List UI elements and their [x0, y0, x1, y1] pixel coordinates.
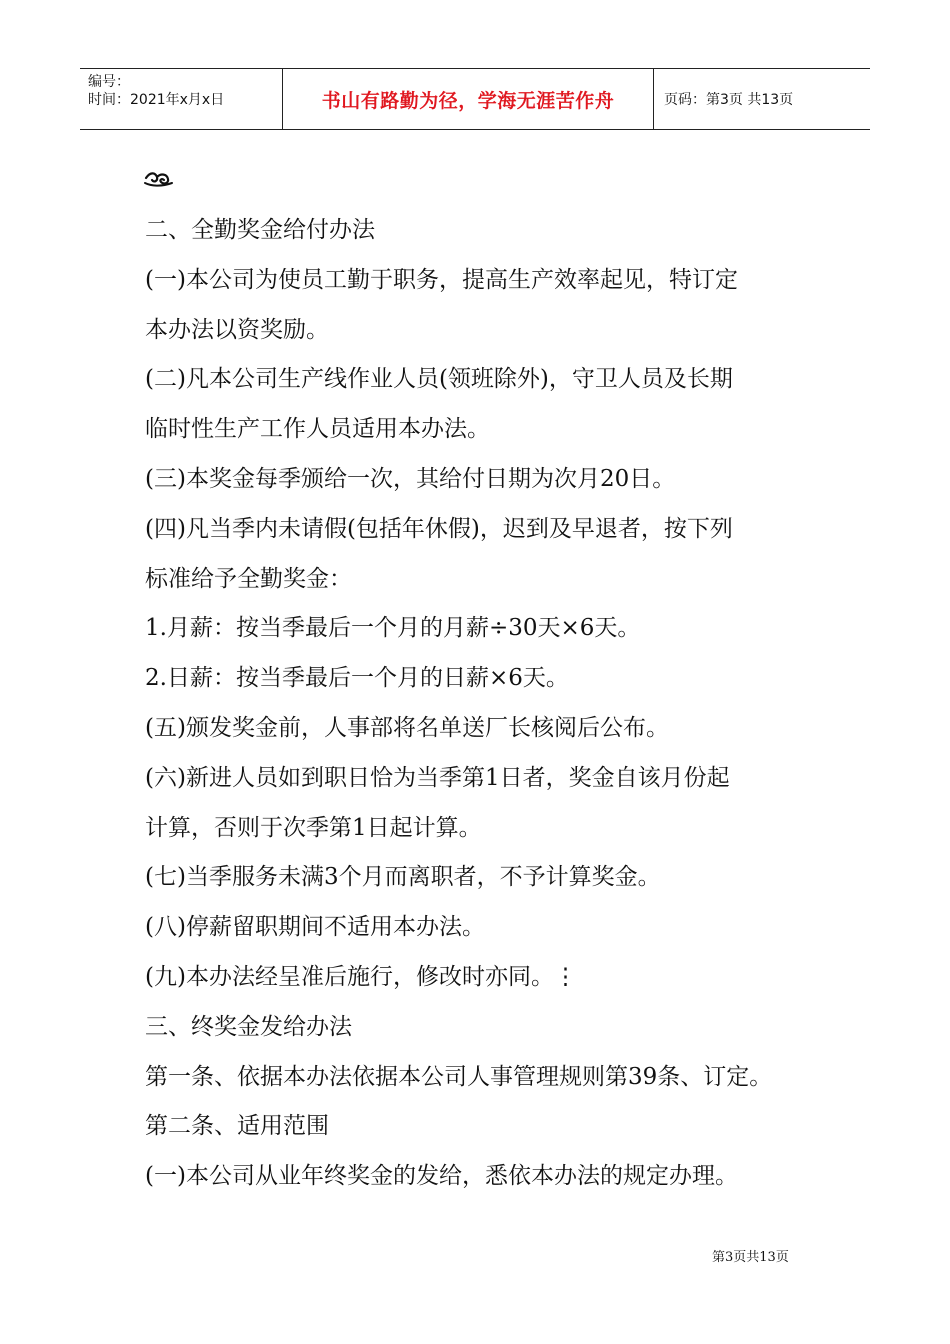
body-line: (九)本办法经呈准后施行，修改时亦同。⋮ [145, 963, 577, 990]
header-motto: 书山有路勤为径，学海无涯苦作舟 [321, 89, 615, 112]
body-line: 第二条、适用范围 [145, 1113, 329, 1140]
body-line: 计算，否则于次季第1日起计算。 [145, 814, 482, 841]
ornament-icon [143, 168, 175, 190]
section-heading: 三、终奖金发给办法 [145, 1013, 352, 1040]
document-date: 时间：2021年x月x日 [88, 92, 225, 108]
body-line: (八)停薪留职期间不适用本办法。 [145, 914, 485, 941]
body-line: 标准给予全勤奖金： [145, 565, 352, 592]
page-footer: 第3页共13页 [712, 1250, 789, 1265]
page-header [80, 68, 870, 130]
header-motto-cell [282, 69, 654, 129]
document-body [145, 206, 835, 1202]
header-meta [80, 69, 282, 129]
body-line: (七)当季服务未满3个月而离职者，不予计算奖金。 [145, 864, 661, 891]
body-line: (一)本公司从业年终奖金的发给，悉依本办法的规定办理。 [145, 1163, 738, 1190]
section-heading: 二、全勤奖金给付办法 [145, 217, 375, 243]
body-line: 本办法以资奖励。 [145, 316, 329, 343]
body-line: (五)颁发奖金前，人事部将名单送厂长核阅后公布。 [145, 714, 669, 741]
header-page-info: 页码：第3页 共13页 [664, 92, 794, 108]
body-line: (一)本公司为使员工勤于职务，提高生产效率起见，特订定 [145, 266, 738, 293]
document-number-label: 编号： [88, 74, 130, 90]
body-line: 第一条、依据本办法依据本公司人事管理规则第39条、订定。 [145, 1063, 773, 1090]
body-line: 2.日薪：按当季最后一个月的日薪×6天。 [145, 665, 569, 692]
body-line: (三)本奖金每季颁给一次，其给付日期为次月20日。 [145, 465, 676, 492]
body-line: 临时性生产工作人员适用本办法。 [145, 416, 490, 443]
body-line: 1.月薪：按当季最后一个月的月薪÷30天×6天。 [145, 615, 641, 642]
body-line: (二)凡本公司生产线作业人员(领班除外)，守卫人员及长期 [145, 366, 733, 393]
body-line: (六)新进人员如到职日恰为当季第1日者，奖金自该月份起 [145, 764, 730, 791]
header-page-info-cell [654, 69, 870, 129]
body-line: (四)凡当季内未请假(包括年休假)，迟到及早退者，按下列 [145, 515, 733, 542]
